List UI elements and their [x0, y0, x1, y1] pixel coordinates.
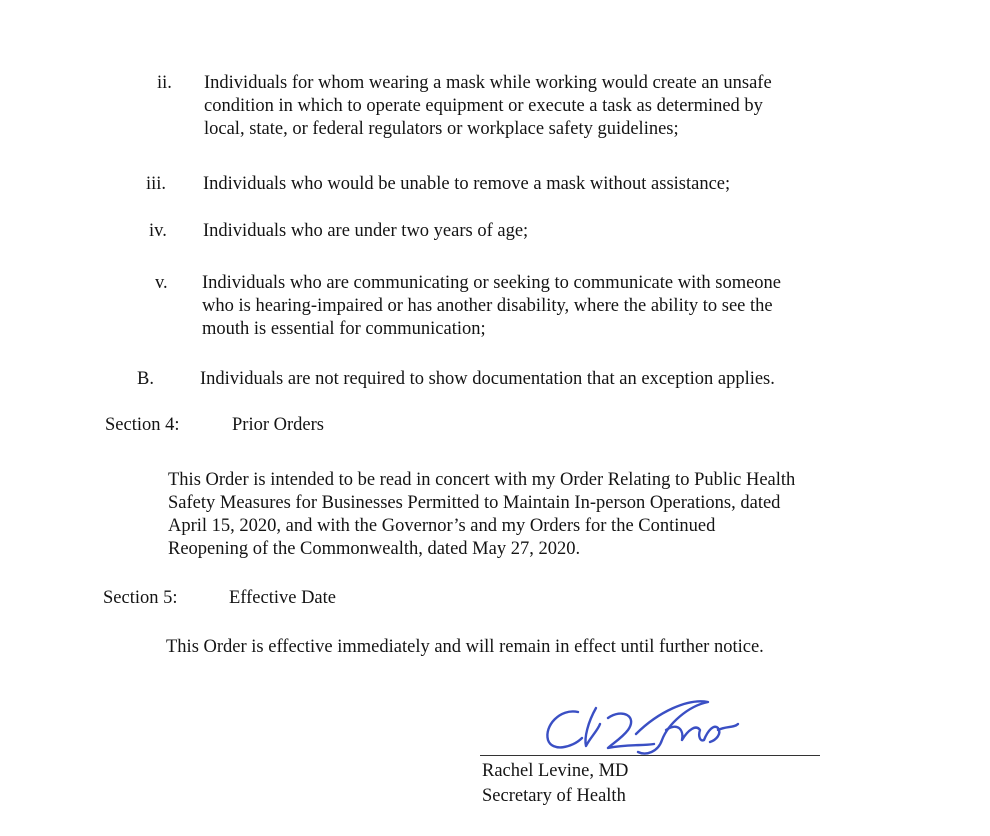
clause-b-text: Individuals are not required to show documentation that an exception applies. — [200, 369, 775, 389]
handwritten-signature — [538, 694, 778, 764]
text-line: Individuals for whom wearing a mask while working would create an unsafe — [204, 73, 772, 93]
list-item-iii-text — [203, 173, 869, 196]
text-line: This Order is intended to be read in concert with my Order Relating to Public Health — [168, 470, 796, 490]
text-line: mouth is essential for communication; — [202, 319, 486, 339]
signature-line — [480, 755, 820, 756]
text-line: Reopening of the Commonwealth, dated May 27, 2020. — [168, 539, 581, 559]
list-item-iv-text — [203, 220, 869, 243]
section-5-label: Section 5: — [103, 588, 178, 608]
list-marker-iv: iv. — [149, 221, 167, 241]
list-item-ii-text — [204, 72, 870, 141]
list-marker-iii: iii. — [146, 174, 167, 194]
text-line: Individuals who would be unable to remove a mask without assistance; — [203, 174, 731, 194]
text-line: local, state, or federal regulators or workplace safety guidelines; — [204, 119, 679, 139]
text-line: Individuals who are communicating or seeking to communicate with someone — [202, 273, 782, 293]
list-marker-v: v. — [155, 273, 168, 293]
list-item-v-text — [202, 272, 856, 341]
signatory-title: Secretary of Health — [482, 786, 626, 806]
section-5-body: This Order is effective immediately and will remain in effect until further notice. — [166, 637, 764, 657]
text-line: condition in which to operate equipment or execute a task as determined by — [204, 96, 763, 116]
section-4-title: Prior Orders — [232, 415, 324, 435]
clause-b-marker: B. — [137, 369, 154, 389]
text-line: April 15, 2020, and with the Governor’s and my Orders for the Continued — [168, 516, 716, 536]
text-line: who is hearing-impaired or has another disability, where the ability to see the — [202, 296, 773, 316]
section-5-title: Effective Date — [229, 588, 336, 608]
signature-strokes — [547, 701, 738, 753]
signatory-name: Rachel Levine, MD — [482, 761, 629, 781]
section-4-body — [168, 469, 865, 561]
list-marker-ii: ii. — [157, 73, 172, 93]
section-4-label: Section 4: — [105, 415, 180, 435]
text-line: Individuals who are under two years of age; — [203, 221, 529, 241]
text-line: Safety Measures for Businesses Permitted to Maintain In-person Operations, dated — [168, 493, 781, 513]
